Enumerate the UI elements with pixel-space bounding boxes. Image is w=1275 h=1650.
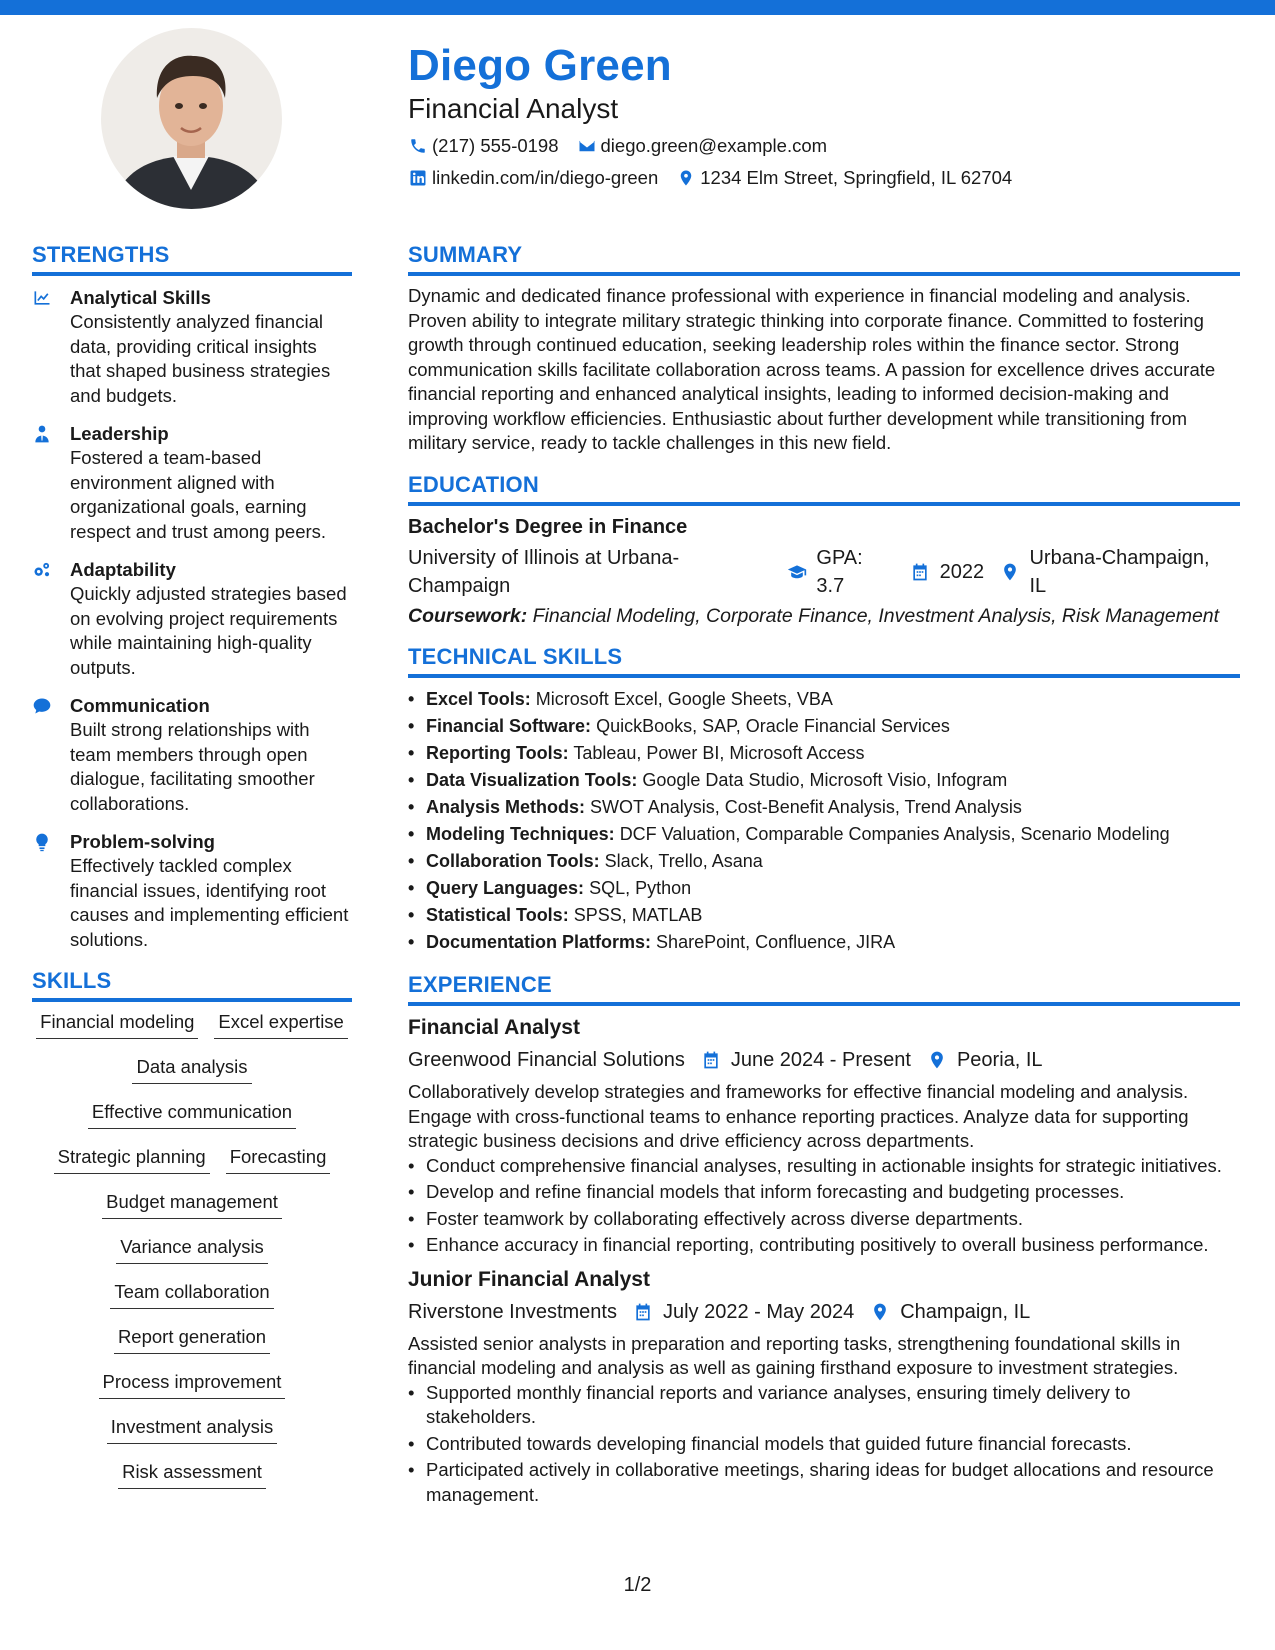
job-bullets xyxy=(408,1381,1240,1508)
skill-value: QuickBooks, SAP, Oracle Financial Services xyxy=(596,716,950,736)
strength-item xyxy=(32,830,352,952)
list-item xyxy=(408,875,1240,902)
skill-value: SPSS, MATLAB xyxy=(573,905,703,925)
gpa-item xyxy=(785,544,894,600)
gpa-text: GPA: 3.7 xyxy=(816,546,863,597)
skill-label: Excel Tools: xyxy=(426,689,531,709)
strength-item xyxy=(32,558,352,680)
job-meta xyxy=(408,1046,1240,1074)
skill-tag: Report generation xyxy=(114,1325,270,1354)
list-item xyxy=(408,740,1240,767)
location-pin-icon xyxy=(998,560,1021,584)
strength-desc: Consistently analyzed financial data, providing critical insights that shaped business strategies and budgets. xyxy=(70,311,331,406)
list-item xyxy=(408,929,1240,956)
contact-email[interactable] xyxy=(577,134,828,158)
summary-heading: SUMMARY xyxy=(408,240,1240,276)
degree-title: Bachelor's Degree in Finance xyxy=(408,515,688,538)
address-text: 1234 Elm Street, Springfield, IL 62704 xyxy=(700,167,1013,188)
year-item xyxy=(908,558,985,586)
chart-line-icon xyxy=(32,286,70,408)
job-title: Financial Analyst xyxy=(408,1016,580,1039)
list-item: • Contributed towards developing financial models that guided future financial forecasts. xyxy=(408,1432,1240,1457)
job-meta xyxy=(408,1298,1240,1326)
email-text[interactable]: diego.green@example.com xyxy=(600,135,828,156)
dates-text: July 2022 - May 2024 xyxy=(662,1300,855,1323)
job-entry xyxy=(408,1014,1240,1258)
skill-tag: Strategic planning xyxy=(54,1145,210,1174)
location-text: Champaign, IL xyxy=(900,1300,1031,1323)
company-text: Riverstone Investments xyxy=(408,1300,617,1323)
candidate-name: Diego Green xyxy=(408,41,672,90)
job-entry xyxy=(408,1266,1240,1508)
job-bullets xyxy=(408,1154,1240,1258)
resume-header xyxy=(408,40,1238,190)
experience-heading: EXPERIENCE xyxy=(408,970,1240,1006)
skill-tag: Effective communication xyxy=(88,1100,296,1129)
school-text: University of Illinois at Urbana-Champaign xyxy=(408,546,680,597)
envelope-icon xyxy=(577,136,597,156)
list-item: • Supported monthly financial reports and variance analyses, ensuring timely delivery to stakeholders. xyxy=(408,1381,1240,1430)
technical-skills-section xyxy=(408,642,1240,956)
skill-tag: Team collaboration xyxy=(110,1280,273,1309)
skill-value: SWOT Analysis, Cost-Benefit Analysis, Trend Analysis xyxy=(590,797,1022,817)
year-text: 2022 xyxy=(939,560,985,583)
school-name xyxy=(408,544,771,600)
skill-label: Modeling Techniques: xyxy=(426,824,615,844)
strength-title: Leadership xyxy=(70,423,169,444)
right-column xyxy=(408,240,1240,1509)
calendar-icon xyxy=(908,560,932,584)
skill-tag: Forecasting xyxy=(226,1145,331,1174)
contact-linkedin[interactable] xyxy=(408,166,658,190)
candidate-title: Financial Analyst xyxy=(408,93,619,124)
location-text: Peoria, IL xyxy=(956,1049,1043,1071)
strength-item xyxy=(32,694,352,816)
job-description: Assisted senior analysts in preparation and reporting tasks, strengthening foundational skills in financial modeling and analysis as well as gaining firsthand exposure to investment strategies. xyxy=(408,1332,1181,1378)
left-column xyxy=(32,240,352,1489)
strength-item xyxy=(32,422,352,544)
strength-title: Adaptability xyxy=(70,559,176,580)
linkedin-text[interactable]: linkedin.com/in/diego-green xyxy=(432,167,659,188)
company-text: Greenwood Financial Solutions xyxy=(408,1049,685,1071)
skill-tag: Process improvement xyxy=(99,1370,286,1399)
skill-tag: Excel expertise xyxy=(214,1010,347,1039)
skills-heading: SKILLS xyxy=(32,966,352,1002)
calendar-icon xyxy=(699,1048,723,1072)
page-number: 1/2 xyxy=(623,1574,652,1596)
strength-title: Problem-solving xyxy=(70,831,215,852)
coursework-label: Coursework: xyxy=(408,604,528,627)
strength-desc: Effectively tackled complex financial issues, identifying root causes and implementing efficient solutions. xyxy=(70,855,349,950)
dates-item xyxy=(699,1046,911,1074)
location-text: Urbana-Champaign, IL xyxy=(1029,546,1210,597)
skill-tag: Data analysis xyxy=(132,1055,251,1084)
calendar-icon xyxy=(631,1300,655,1324)
skill-label: Documentation Platforms: xyxy=(426,932,652,952)
contact-address xyxy=(676,166,1012,190)
list-item: • Develop and refine financial models that inform forecasting and budgeting processes. xyxy=(408,1180,1240,1205)
phone-text: (217) 555-0198 xyxy=(432,135,559,156)
top-accent-bar xyxy=(0,0,1275,15)
list-item xyxy=(408,767,1240,794)
skill-label: Data Visualization Tools: xyxy=(426,770,638,790)
technical-skills-list xyxy=(408,686,1240,956)
skills-section xyxy=(32,966,352,1489)
experience-section xyxy=(408,970,1240,1507)
list-item xyxy=(408,794,1240,821)
technical-skills-heading: TECHNICAL SKILLS xyxy=(408,642,1240,678)
location-pin-icon xyxy=(676,168,696,188)
skill-value: Microsoft Excel, Google Sheets, VBA xyxy=(535,689,833,709)
list-item xyxy=(408,686,1240,713)
education-section xyxy=(408,470,1240,629)
gears-icon xyxy=(32,558,70,680)
skill-label: Statistical Tools: xyxy=(426,905,569,925)
linkedin-icon xyxy=(408,168,428,188)
phone-icon xyxy=(408,136,428,156)
skill-tag: Financial modeling xyxy=(36,1010,198,1039)
skill-value: SharePoint, Confluence, JIRA xyxy=(656,932,896,952)
strength-title: Analytical Skills xyxy=(70,287,211,308)
skill-label: Collaboration Tools: xyxy=(426,851,600,871)
education-heading: EDUCATION xyxy=(408,470,1240,506)
location-item xyxy=(868,1298,1030,1326)
skill-value: Google Data Studio, Microsoft Visio, Infogram xyxy=(642,770,1008,790)
education-meta xyxy=(408,544,1240,600)
coursework xyxy=(408,604,1240,629)
list-item: • Participated actively in collaborative meetings, sharing ideas for budget allocations and resource management. xyxy=(408,1458,1240,1507)
lightbulb-icon xyxy=(32,830,70,952)
company-name xyxy=(408,1298,617,1326)
comment-icon xyxy=(32,694,70,816)
skill-tag: Variance analysis xyxy=(116,1235,268,1264)
graduation-cap-icon xyxy=(785,560,808,584)
profile-photo xyxy=(101,28,282,209)
skill-value: DCF Valuation, Comparable Companies Analysis, Scenario Modeling xyxy=(619,824,1170,844)
job-description: Collaboratively develop strategies and frameworks for effective financial modeling and analysis. Engage with cross-functional teams to enhance reporting practices. Analyze data for supporting strategic business decisions and drive efficiency across departments. xyxy=(408,1081,1189,1151)
skill-tag: Risk assessment xyxy=(118,1460,266,1489)
skill-label: Query Languages: xyxy=(426,878,585,898)
skill-tag: Budget management xyxy=(102,1190,282,1219)
summary-text: Dynamic and dedicated finance professional with experience in financial modeling and analysis. Proven ability to integrate military strategic thinking into corporate finance. Committed to fostering growth through continued education, seeking leadership roles within the finance sector. Strong communication skills facilitate collaboration across teams. A passion for excellence drives accurate financial reporting and enhanced analytical insights, leading to informed decision-making and improving workflow efficiencies. Enthusiastic about further development while transitioning from military service, ready to tackle challenges in this new field. xyxy=(408,285,1216,453)
skill-label: Financial Software: xyxy=(426,716,592,736)
list-item: • Conduct comprehensive financial analyses, resulting in actionable insights for strategic initiatives. xyxy=(408,1154,1240,1179)
contact-phone xyxy=(408,134,559,158)
contact-row-2 xyxy=(408,166,1238,190)
job-title: Junior Financial Analyst xyxy=(408,1267,650,1291)
list-item xyxy=(408,902,1240,929)
summary-section xyxy=(408,240,1240,456)
strength-desc: Built strong relationships with team members through open dialogue, facilitating smoother collaborations. xyxy=(70,719,315,814)
strengths-heading: STRENGTHS xyxy=(32,240,352,276)
location-pin-icon xyxy=(868,1300,892,1324)
list-item: • Enhance accuracy in financial reporting, contributing positively to overall business performance. xyxy=(408,1233,1240,1258)
skill-value: Slack, Trello, Asana xyxy=(604,851,763,871)
skills-list xyxy=(32,1010,352,1489)
contact-row-1 xyxy=(408,134,1238,158)
list-item xyxy=(408,821,1240,848)
skill-value: Tableau, Power BI, Microsoft Access xyxy=(573,743,865,763)
strength-title: Communication xyxy=(70,695,210,716)
coursework-text: Financial Modeling, Corporate Finance, Investment Analysis, Risk Management xyxy=(532,604,1220,627)
dates-text: June 2024 - Present xyxy=(730,1049,911,1071)
strength-desc: Quickly adjusted strategies based on evolving project requirements while maintaining high-quality outputs. xyxy=(70,583,347,678)
strength-desc: Fostered a team-based environment aligned with organizational goals, earning respect and trust among peers. xyxy=(70,447,327,542)
list-item: • Foster teamwork by collaborating effectively across diverse departments. xyxy=(408,1207,1240,1232)
skill-tag: Investment analysis xyxy=(107,1415,277,1444)
company-name xyxy=(408,1046,685,1074)
list-item xyxy=(408,848,1240,875)
skill-value: SQL, Python xyxy=(589,878,692,898)
strength-item xyxy=(32,286,352,408)
dates-item xyxy=(631,1298,854,1326)
location-item xyxy=(925,1046,1043,1074)
list-item xyxy=(408,713,1240,740)
skill-label: Reporting Tools: xyxy=(426,743,569,763)
location-pin-icon xyxy=(925,1048,949,1072)
strengths-list xyxy=(32,286,352,952)
skill-label: Analysis Methods: xyxy=(426,797,586,817)
location-item xyxy=(998,544,1226,600)
user-tie-icon xyxy=(32,422,70,544)
